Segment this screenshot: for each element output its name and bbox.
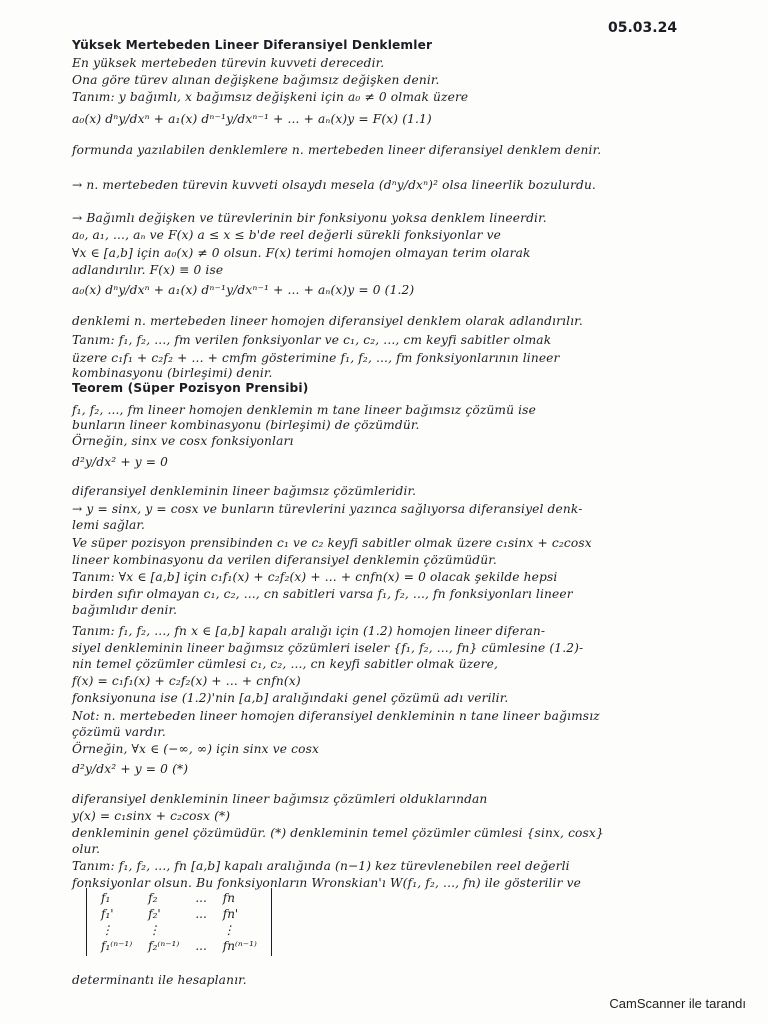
text-line: Ona göre türev alınan değişkene bağımsız değişken denir.	[72, 73, 440, 87]
matrix-cell: fn'	[222, 907, 239, 921]
equation-line: f(x) = c₁f₁(x) + c₂f₂(x) + ... + cnfn(x)	[72, 674, 301, 688]
matrix-cell: f₂⁽ⁿ⁻¹⁾	[148, 939, 180, 953]
matrix-cell: f₁⁽ⁿ⁻¹⁾	[101, 939, 133, 953]
matrix-cell: f₂	[148, 891, 158, 905]
equation-1-1: a₀(x) dⁿy/dxⁿ + a₁(x) dⁿ⁻¹y/dxⁿ⁻¹ + ... + aₙ(x)y = F(x) (1.1)	[72, 112, 432, 126]
text-line: üzere c₁f₁ + c₂f₂ + ... + cmfm gösterimine f₁, f₂, ..., fm fonksiyonlarının lineer	[72, 351, 560, 365]
note-line: → n. mertebeden türevin kuvveti olsaydı mesela (dⁿy/dxⁿ)² olsa lineerlik bozulurdu.	[72, 178, 596, 192]
text-line: bağımlıdır denir.	[72, 603, 178, 617]
date-label: 05.03.24	[608, 20, 678, 36]
equation-1-2: a₀(x) dⁿy/dxⁿ + a₁(x) dⁿ⁻¹y/dxⁿ⁻¹ + ... + aₙ(x)y = 0 (1.2)	[72, 283, 415, 297]
example-line: Örneğin, ∀x ∈ (−∞, ∞) için sinx ve cosx	[72, 742, 320, 756]
matrix-cell: f₁	[101, 891, 111, 905]
definition-line: Tanım: f₁, f₂, ..., fn [a,b] kapalı aralığında (n−1) kez türevlenebilen reel değerli	[72, 859, 570, 873]
text-line: formunda yazılabilen denklemlere n. mertebeden lineer diferansiyel denklem denir.	[72, 143, 602, 157]
text-line: determinantı ile hesaplanır.	[72, 973, 247, 987]
text-line: diferansiyel denkleminin lineer bağımsız çözümleridir.	[72, 484, 417, 498]
matrix-cell: f₂'	[148, 907, 161, 921]
example-line: Örneğin, sinx ve cosx fonksiyonları	[72, 434, 294, 448]
matrix-cell: ...	[195, 891, 207, 905]
definition-line: Tanım: ∀x ∈ [a,b] için c₁f₁(x) + c₂f₂(x) + ... + cnfn(x) = 0 olacak şekilde hepsi	[72, 570, 558, 584]
definition-line: Tanım: f₁, f₂, ..., fm verilen fonksiyonlar ve c₁, c₂, ..., cm keyfi sabitler olmak	[72, 333, 552, 347]
text-line: kombinasyonu (birleşimi) denir.	[72, 366, 273, 380]
matrix-cell: ...	[195, 907, 207, 921]
equation-line: y(x) = c₁sinx + c₂cosx (*)	[72, 809, 231, 823]
matrix-cell: ⋮	[101, 923, 113, 937]
matrix-cell: ⋮	[222, 923, 235, 937]
note-line: → y = sinx, y = cosx ve bunların türevlerini yazınca sağlıyorsa diferansiyel denk-	[72, 502, 583, 516]
text-line: En yüksek mertebeden türevin kuvveti derecedir.	[72, 56, 385, 70]
matrix-cell: fn⁽ⁿ⁻¹⁾	[222, 939, 257, 953]
text-line: bunların lineer kombinasyonu (birleşimi) de çözümdür.	[72, 418, 420, 432]
text-line: lineer kombinasyonu da verilen diferansiyel denklemin çözümüdür.	[72, 553, 497, 567]
text-line: a₀, a₁, ..., aₙ ve F(x) a ≤ x ≤ b'de reel değerli sürekli fonksiyonlar ve	[72, 228, 501, 242]
text-line: denkleminin genel çözümüdür. (*) denkleminin temel çözümler cümlesi {sinx, cosx}	[72, 826, 604, 840]
theorem-heading: Teorem (Süper Pozisyon Prensibi)	[72, 381, 309, 395]
page-heading: Yüksek Mertebeden Lineer Diferansiyel Denklemler	[72, 38, 433, 52]
text-line: adlandırılır. F(x) ≡ 0 ise	[72, 263, 224, 277]
equation-line: d²y/dx² + y = 0	[72, 455, 169, 469]
definition-line: Tanım: y bağımlı, x bağımsız değişkeni için a₀ ≠ 0 olmak üzere	[72, 90, 469, 104]
text-line: olur.	[72, 842, 101, 856]
text-line: fonksiyonlar olsun. Bu fonksiyonların Wronskian'ı W(f₁, f₂, ..., fn) ile gösterilir ve	[72, 876, 582, 890]
matrix-cell: ⋮	[148, 923, 161, 937]
text-line: birden sıfır olmayan c₁, c₂, ..., cn sabitleri varsa f₁, f₂, ..., fn fonksiyonları lineer	[72, 587, 573, 601]
equation-line: d²y/dx² + y = 0 (*)	[72, 762, 189, 776]
wronskian-determinant	[86, 888, 272, 956]
definition-line: Tanım: f₁, f₂, ..., fn x ∈ [a,b] kapalı aralığı için (1.2) homojen lineer diferan-	[72, 624, 546, 638]
text-line: Ve süper pozisyon prensibinden c₁ ve c₂ keyfi sabitler olmak üzere c₁sinx + c₂cosx	[72, 536, 592, 550]
text-line: nin temel çözümler cümlesi c₁, c₂, ..., cn keyfi sabitler olmak üzere,	[72, 657, 499, 671]
text-line: ∀x ∈ [a,b] için a₀(x) ≠ 0 olsun. F(x) terimi homojen olmayan terim olarak	[72, 246, 531, 260]
text-line: f₁, f₂, ..., fm lineer homojen denklemin m tane lineer bağımsız çözümü ise	[72, 403, 536, 417]
matrix-cell: fn	[222, 891, 235, 905]
note-line: → Bağımlı değişken ve türevlerinin bir fonksiyonu yoksa denklem lineerdir.	[72, 211, 547, 225]
scanner-watermark: CamScanner ile tarandı	[609, 996, 746, 1011]
text-line: denklemi n. mertebeden lineer homojen diferansiyel denklem olarak adlandırılır.	[72, 314, 583, 328]
matrix-cell: ...	[195, 939, 207, 953]
text-line: fonksiyonuna ise (1.2)'nin [a,b] aralığındaki genel çözümü adı verilir.	[72, 691, 509, 705]
matrix-cell: f₁'	[101, 907, 114, 921]
text-line: çözümü vardır.	[72, 725, 166, 739]
note-line: Not: n. mertebeden lineer homojen diferansiyel denkleminin n tane lineer bağımsız	[72, 709, 600, 723]
text-line: diferansiyel denkleminin lineer bağımsız çözümleri olduklarından	[72, 792, 488, 806]
text-line: siyel denkleminin lineer bağımsız çözümleri iseler {f₁, f₂, ..., fn} cümlesine (1.2)-	[72, 641, 584, 655]
matrix-cell	[187, 922, 214, 938]
text-line: lemi sağlar.	[72, 518, 146, 532]
